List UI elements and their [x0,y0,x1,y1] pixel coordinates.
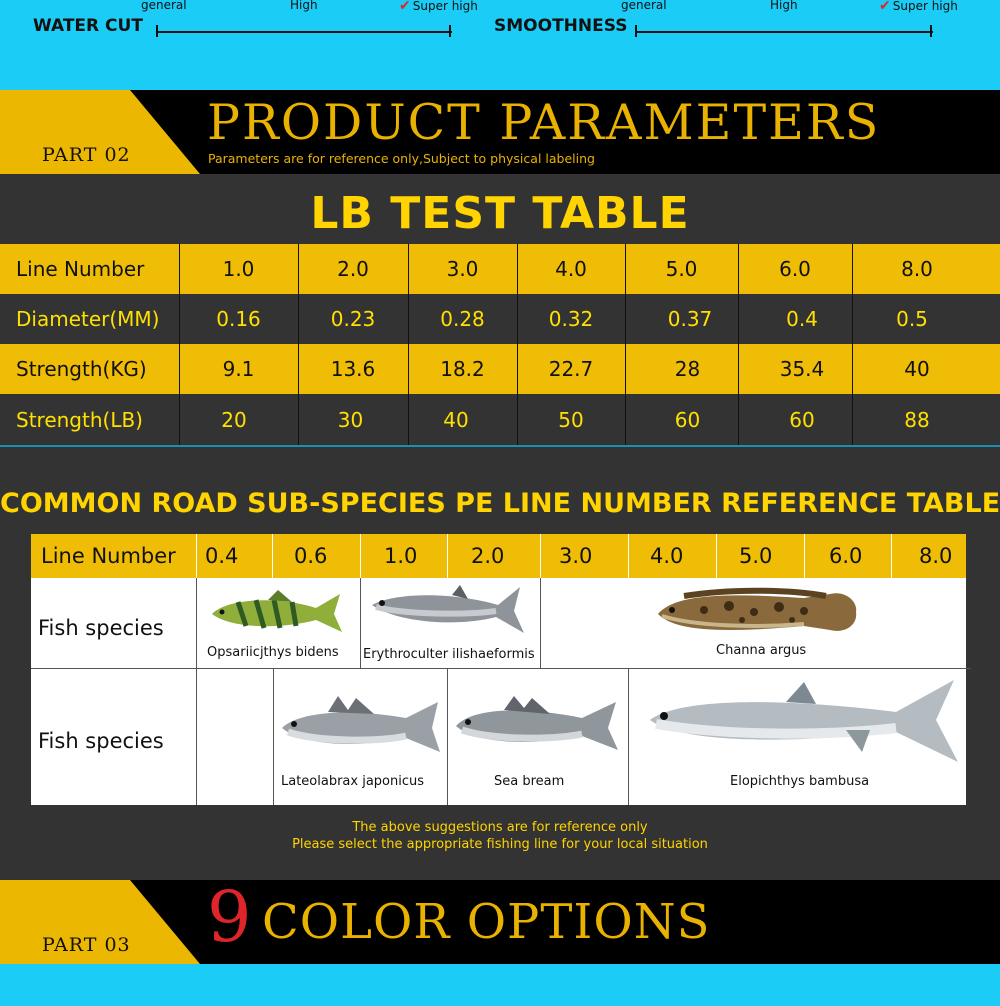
table-cell: 88 [904,408,930,432]
table-cell: 60 [789,408,815,432]
grid-line [447,668,448,805]
rating-level-super-high [399,0,478,14]
header-divider [804,534,805,578]
line-number-cell: 0.6 [294,544,328,568]
header-divider [360,534,361,578]
line-number-cell: 8.0 [919,544,953,568]
rating-level-general: general [141,0,187,12]
table-cell: 18.2 [440,357,485,381]
fish-image-opsariichthys [208,588,344,638]
table-cell: 60 [674,408,701,432]
rating-band [0,0,1000,90]
fish-image-lateolabrax [278,694,444,756]
table-cell: 8.0 [901,257,933,281]
fish-image-erythroculter [368,583,528,639]
table-cell: 50 [558,408,584,432]
line-number-cell: 2.0 [471,544,505,568]
table-cell: 6.0 [779,257,811,281]
fish-image-sea-bream [452,694,622,756]
table-cell: 13.6 [330,357,376,381]
table-row [0,344,1000,394]
part-label: PART 03 [42,934,131,956]
fish-caption: Channa argus [716,643,807,658]
header-label: Line Number [41,544,176,568]
table-divider [625,244,626,446]
fish-species-label: Fish species [38,729,164,753]
table-cell: 40 [904,357,930,381]
table-divider [738,244,739,446]
header-diagonal [130,880,200,964]
line-number-cell: 3.0 [559,544,593,568]
line-number-cell: 5.0 [739,544,773,568]
table-cell: 0.32 [548,307,594,331]
reference-note-line1: The above suggestions are for reference only [352,820,648,835]
rating-scale-line [156,31,452,33]
line-number-cell: 1.0 [384,544,418,568]
header-divider [196,534,197,578]
fish-caption: Lateolabrax japonicus [281,774,425,789]
row-label: Strength(KG) [16,357,147,381]
table-cell: 0.4 [786,307,818,331]
table-cell: 2.0 [337,257,369,281]
fish-caption: Erythroculter ilishaeformis [363,647,535,662]
table-row [0,294,1000,344]
rating-level-high: High [290,0,318,12]
rating-name: WATER CUT [33,16,143,36]
rating-level-high: High [770,0,798,12]
rating-water-cut [0,0,478,40]
table-cell: 0.28 [440,307,485,331]
table-cell: 30 [337,408,364,432]
line-number-cell: 0.4 [205,544,239,568]
grid-line [273,668,274,805]
table-cell: 22.7 [548,357,594,381]
table-divider [179,244,180,446]
fish-caption: Sea bream [494,774,565,789]
section-header-product-parameters [0,90,1000,174]
row-label: Strength(LB) [16,408,143,432]
table-divider [852,244,853,446]
table-cell: 20 [221,408,247,432]
table-cell: 35.4 [779,357,825,381]
table-cell: 40 [443,408,469,432]
color-count: 9 [207,876,252,958]
table-divider [408,244,409,446]
line-number-cell: 4.0 [650,544,684,568]
section-subtitle: Parameters are for reference only,Subject to physical labeling [208,151,595,166]
table-bottom-rule [0,445,1000,447]
reference-note-line2: Please select the appropriate fishing line for your local situation [292,837,708,852]
checkmark-icon: ✔ [879,0,891,14]
table-cell: 0.37 [667,307,713,331]
line-number-cell: 6.0 [829,544,863,568]
rating-tick [930,25,932,37]
table-cell: 5.0 [665,257,698,281]
bottom-cyan-strip [0,964,1000,1006]
table-cell: 28 [674,357,701,381]
grid-line [540,578,541,668]
grid-line [196,668,197,805]
rating-tick [449,25,451,37]
table-cell: 4.0 [555,257,587,281]
table-divider [517,244,518,446]
rating-tick [635,25,637,37]
table-row [0,244,1000,294]
header-divider [628,534,629,578]
section-header-color-options [0,876,1000,964]
table-cell: 1.0 [222,257,255,281]
table-row [0,395,1000,445]
row-label: Diameter(MM) [16,307,160,331]
table-cell: 9.1 [222,357,255,381]
rating-level-super-high [879,0,958,14]
grid-line [360,578,361,668]
fish-caption: Elopichthys bambusa [730,774,870,789]
row-label: Line Number [16,257,145,281]
rating-level-label: Super high [412,0,478,13]
fish-image-elopichthys [646,676,962,768]
table-cell: 0.23 [330,307,376,331]
fish-species-label: Fish species [38,616,164,640]
rating-tick [156,25,158,37]
grid-line [31,668,971,669]
header-divider [540,534,541,578]
table-cell: 0.5 [896,307,928,331]
reference-header-row [31,534,966,578]
header-divider [891,534,892,578]
header-diagonal [130,90,200,174]
fish-caption: Opsariicjthys bidens [207,645,339,660]
lb-table-title: LB TEST TABLE [310,188,690,239]
reference-table-title: COMMON ROAD SUB-SPECIES PE LINE NUMBER REFERENCE TABLE [0,488,1000,519]
rating-name: SMOOTHNESS [494,16,628,36]
rating-level-label: Super high [892,0,958,13]
table-divider [298,244,299,446]
rating-level-general: general [621,0,667,12]
checkmark-icon: ✔ [399,0,411,14]
rating-scale-line [635,31,933,33]
header-divider [716,534,717,578]
section-title: PRODUCT PARAMETERS [207,94,881,151]
rating-smoothness [480,0,980,40]
table-cell: 3.0 [446,257,479,281]
grid-line [196,578,197,668]
header-divider [447,534,448,578]
header-divider [272,534,273,578]
part-label: PART 02 [42,144,131,166]
grid-line [628,668,629,805]
table-cell: 0.16 [216,307,261,331]
fish-image-channa-argus [654,586,860,638]
section-title: COLOR OPTIONS [262,894,711,950]
